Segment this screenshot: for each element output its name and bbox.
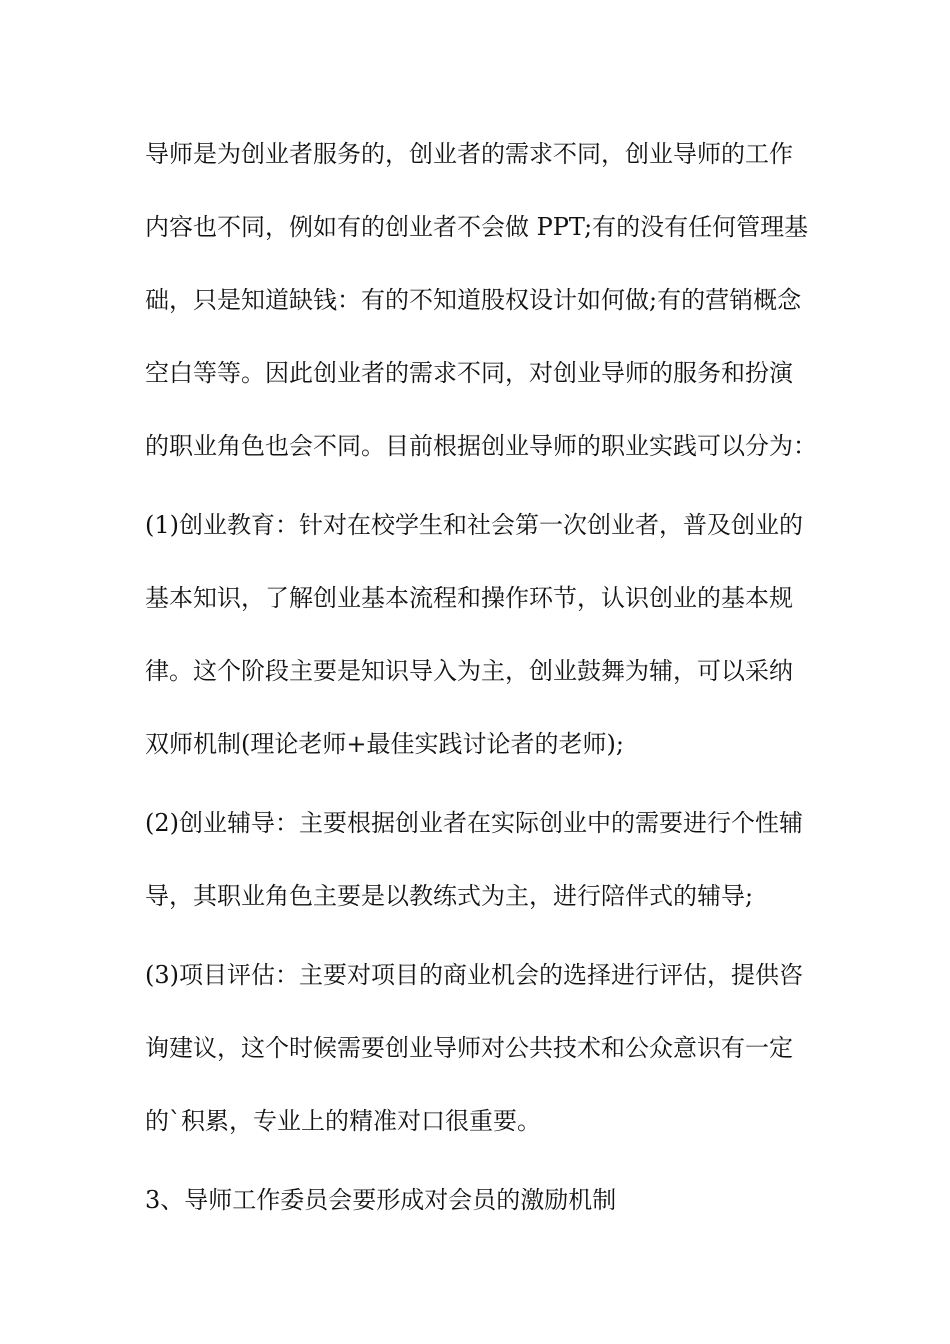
list-item-1-line: 基本知识，了解创业基本流程和操作环节，认识创业的基本规: [145, 584, 793, 612]
section-heading: 3、导师工作委员会要形成对会员的激励机制: [145, 1186, 617, 1214]
text-line: 的职业角色也会不同。目前根据创业导师的职业实践可以分为：: [145, 432, 817, 460]
text-line: 空白等等。因此创业者的需求不同，对创业导师的服务和扮演: [145, 359, 793, 387]
list-item-1-line: 双师机制(理论老师+最佳实践讨论者的老师);: [145, 730, 624, 758]
list-item-2-line: 导，其职业角色主要是以教练式为主，进行陪伴式的辅导;: [145, 882, 754, 910]
text-line: 导师是为创业者服务的，创业者的需求不同，创业导师的工作: [145, 140, 793, 168]
list-item-3-line: 询建议，这个时候需要创业导师对公共技术和公众意识有一定: [145, 1034, 793, 1062]
text-line: 内容也不同，例如有的创业者不会做 PPT;有的没有任何管理基: [145, 213, 809, 241]
text-line: 础，只是知道缺钱：有的不知道股权设计如何做;有的营销概念: [145, 286, 802, 314]
list-item-3-line: 的`积累，专业上的精准对口很重要。: [145, 1107, 541, 1135]
list-item-2-line: (2)创业辅导：主要根据创业者在实际创业中的需要进行个性辅: [145, 809, 803, 837]
list-item-1-line: 律。这个阶段主要是知识导入为主，创业鼓舞为辅，可以采纳: [145, 657, 793, 685]
list-item-1-line: (1)创业教育：针对在校学生和社会第一次创业者，普及创业的: [145, 511, 803, 539]
list-item-3-line: (3)项目评估：主要对项目的商业机会的选择进行评估，提供咨: [145, 961, 803, 989]
